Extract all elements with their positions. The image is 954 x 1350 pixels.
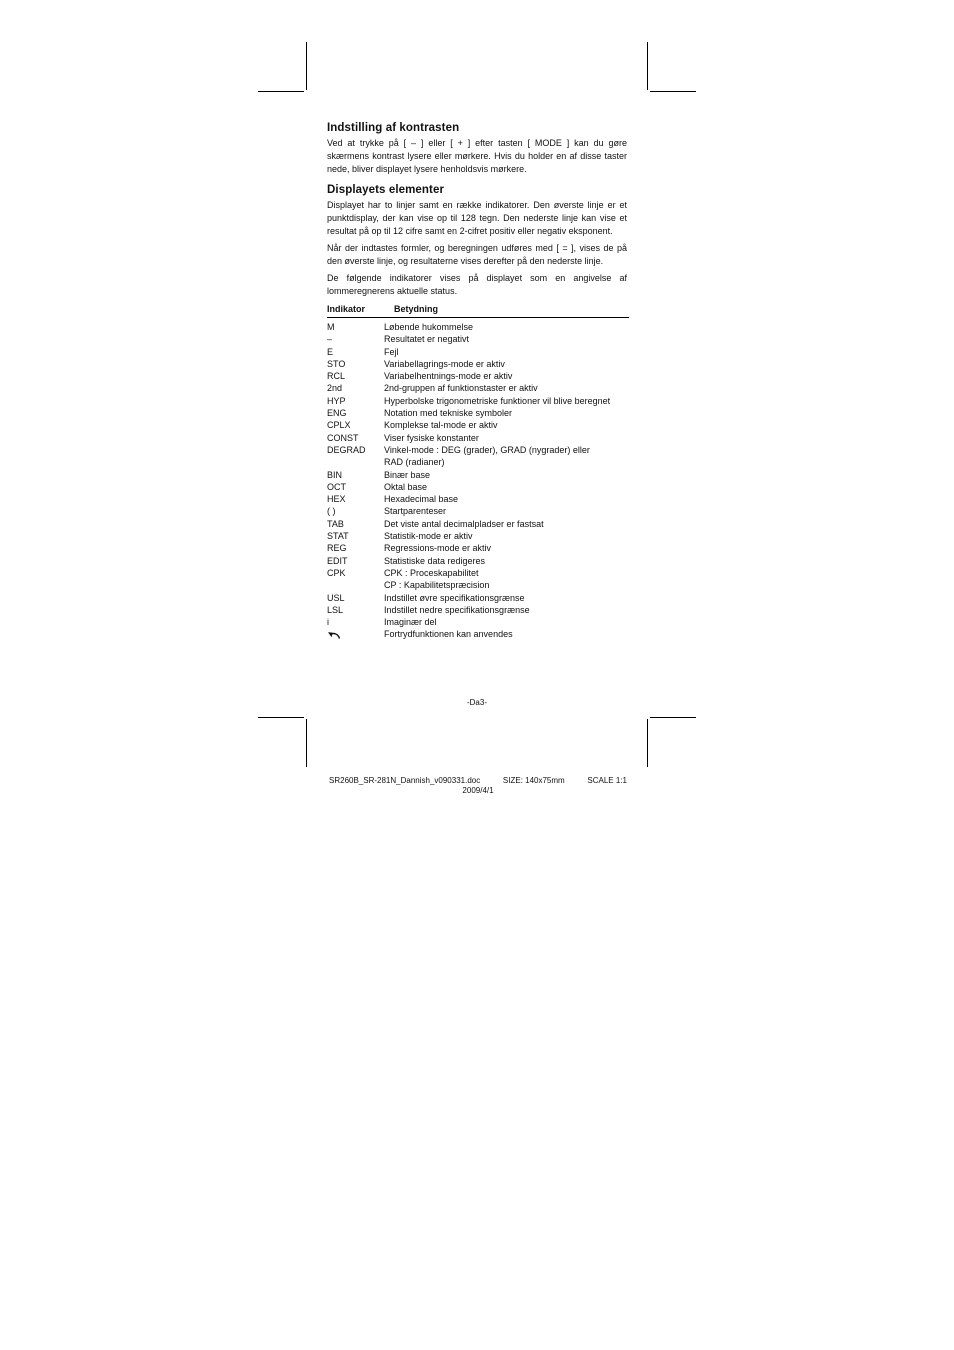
crop-mark-bottom-left-vertical xyxy=(306,719,307,767)
indicator-description: Hexadecimal base xyxy=(384,494,459,505)
indicator-code: HYP xyxy=(327,395,346,406)
indicator-code: STO xyxy=(327,358,346,369)
table-row xyxy=(327,505,627,517)
indicator-description: Resultatet er negativt xyxy=(384,334,470,345)
column-header-indicator: Indikator xyxy=(327,304,366,314)
table-row xyxy=(327,346,627,358)
crop-mark-top-left-horizontal xyxy=(258,91,304,92)
indicator-code: OCT xyxy=(327,481,346,492)
undo-arrow-icon xyxy=(327,628,384,640)
page-content xyxy=(327,122,627,641)
indicator-description: Fortrydfunktionen kan anvendes xyxy=(384,629,513,640)
indicator-code: STAT xyxy=(327,531,349,542)
indicator-table-header xyxy=(327,304,629,318)
indicator-description: CPK : Proceskapabilitet CP : Kapabilitetspræcision xyxy=(384,567,490,591)
indicator-description: Komplekse tal-mode er aktiv xyxy=(384,420,498,431)
indicator-description: Imaginær del xyxy=(384,617,437,628)
table-row xyxy=(327,481,627,493)
indicator-description: Statistiske data redigeres xyxy=(384,555,486,566)
table-row xyxy=(327,567,627,592)
crop-mark-top-right-vertical xyxy=(647,42,648,90)
indicator-description: Statistik-mode er aktiv xyxy=(384,531,473,542)
indicator-description: Oktal base xyxy=(384,481,428,492)
crop-mark-bottom-right-horizontal xyxy=(650,717,696,718)
table-row-undo xyxy=(327,628,627,640)
indicator-code: HEX xyxy=(327,494,346,505)
paragraph-display-lines: Displayet har to linjer samt en række indikatorer. Den øverste linje er et punktdisplay, der kan vise op til 128 tegn. Den nederste linje kan vise et resultat på op til 12 cifre samt en 2-cifret positiv eller negativ eksponent. xyxy=(327,200,627,236)
heading-displayets-elementer: Displayets elementer xyxy=(327,184,445,196)
table-row xyxy=(327,321,627,333)
indicator-description: Variabellagrings-mode er aktiv xyxy=(384,358,505,369)
crop-mark-top-left-vertical xyxy=(306,42,307,90)
footer-scale: SCALE 1:1 xyxy=(587,776,627,785)
table-row xyxy=(327,530,627,542)
indicator-code: EDIT xyxy=(327,555,348,566)
table-row xyxy=(327,604,627,616)
paragraph-formulas: Når der indtastes formler, og beregningen udføres med [ = ], vises de på den øverste linje, og resultaterne vises derefter på den nederste linje. xyxy=(327,243,627,266)
indicator-code: ( ) xyxy=(327,506,336,517)
table-row xyxy=(327,555,627,567)
table-row xyxy=(327,444,627,469)
indicator-code: 2nd xyxy=(327,383,343,394)
indicator-description: 2nd-gruppen af funktionstaster er aktiv xyxy=(384,383,538,394)
footer-filename: SR260B_SR-281N_Dannish_v090331.doc xyxy=(329,776,481,785)
indicator-code: – xyxy=(327,334,333,345)
column-header-meaning: Betydning xyxy=(394,304,438,314)
page-number: -Da3- xyxy=(466,698,487,707)
indicator-description: Det viste antal decimalpladser er fastsat xyxy=(384,518,544,529)
indicator-description: Startparenteser xyxy=(384,506,447,517)
indicator-code: M xyxy=(327,322,335,332)
indicator-table xyxy=(327,321,627,628)
table-row xyxy=(327,616,627,628)
table-row xyxy=(327,358,627,370)
indicator-description: Vinkel-mode : DEG (grader), GRAD (nygrader) eller RAD (radianer) xyxy=(384,444,590,468)
indicator-code: DEGRAD xyxy=(327,444,366,455)
indicator-code: CONST xyxy=(327,432,359,443)
indicator-code: CPLX xyxy=(327,420,351,431)
crop-mark-bottom-left-horizontal xyxy=(258,717,304,718)
indicator-description: Hyperbolske trigonometriske funktioner vil blive beregnet xyxy=(384,395,611,406)
indicator-description: Notation med tekniske symboler xyxy=(384,408,513,419)
crop-mark-bottom-right-vertical xyxy=(647,719,648,767)
indicator-code: ENG xyxy=(327,408,347,419)
crop-mark-top-right-horizontal xyxy=(650,91,696,92)
table-row xyxy=(327,469,627,481)
indicator-code: CPK xyxy=(327,567,346,578)
indicator-description: Indstillet nedre specifikationsgrænse xyxy=(384,604,530,615)
table-row xyxy=(327,407,627,419)
table-row xyxy=(327,419,627,431)
table-row xyxy=(327,542,627,554)
table-row xyxy=(327,370,627,382)
indicator-description: Regressions-mode er aktiv xyxy=(384,543,492,554)
paragraph-indicators-intro: De følgende indikatorer vises på displayet som en angivelse af lommeregnerens aktuelle status. xyxy=(327,273,627,296)
table-row xyxy=(327,518,627,530)
table-row xyxy=(327,382,627,394)
indicator-code: RCL xyxy=(327,371,346,382)
indicator-code: E xyxy=(327,346,334,357)
print-footer xyxy=(329,776,627,796)
table-row xyxy=(327,493,627,505)
table-row xyxy=(327,432,627,444)
indicator-code: i xyxy=(327,617,329,628)
indicator-code: USL xyxy=(327,592,345,603)
indicator-description: Viser fysiske konstanter xyxy=(384,432,479,443)
indicator-description: Løbende hukommelse xyxy=(384,322,474,332)
table-row xyxy=(327,333,627,345)
indicator-description: Binær base xyxy=(384,469,431,480)
paragraph-kontrast: Ved at trykke på [ – ] eller [ + ] efter tasten [ MODE ] kan du gøre skærmens kontrast lysere eller mørkere. Hvis du holder en af disse taster nede, bliver displayet lysere henholdsvis mørkere. xyxy=(327,138,627,174)
footer-size: SIZE: 140x75mm xyxy=(502,776,565,785)
heading-kontrast: Indstilling af kontrasten xyxy=(327,122,460,134)
indicator-description: Variabelhentnings-mode er aktiv xyxy=(384,371,513,382)
footer-date: 2009/4/1 xyxy=(462,786,494,795)
indicator-code: BIN xyxy=(327,469,343,480)
indicator-description: Indstillet øvre specifikationsgrænse xyxy=(384,592,525,603)
indicator-code: LSL xyxy=(327,604,344,615)
indicator-code: REG xyxy=(327,543,347,554)
indicator-code: TAB xyxy=(327,518,344,529)
table-row xyxy=(327,592,627,604)
indicator-description: Fejl xyxy=(384,346,399,357)
table-row xyxy=(327,395,627,407)
